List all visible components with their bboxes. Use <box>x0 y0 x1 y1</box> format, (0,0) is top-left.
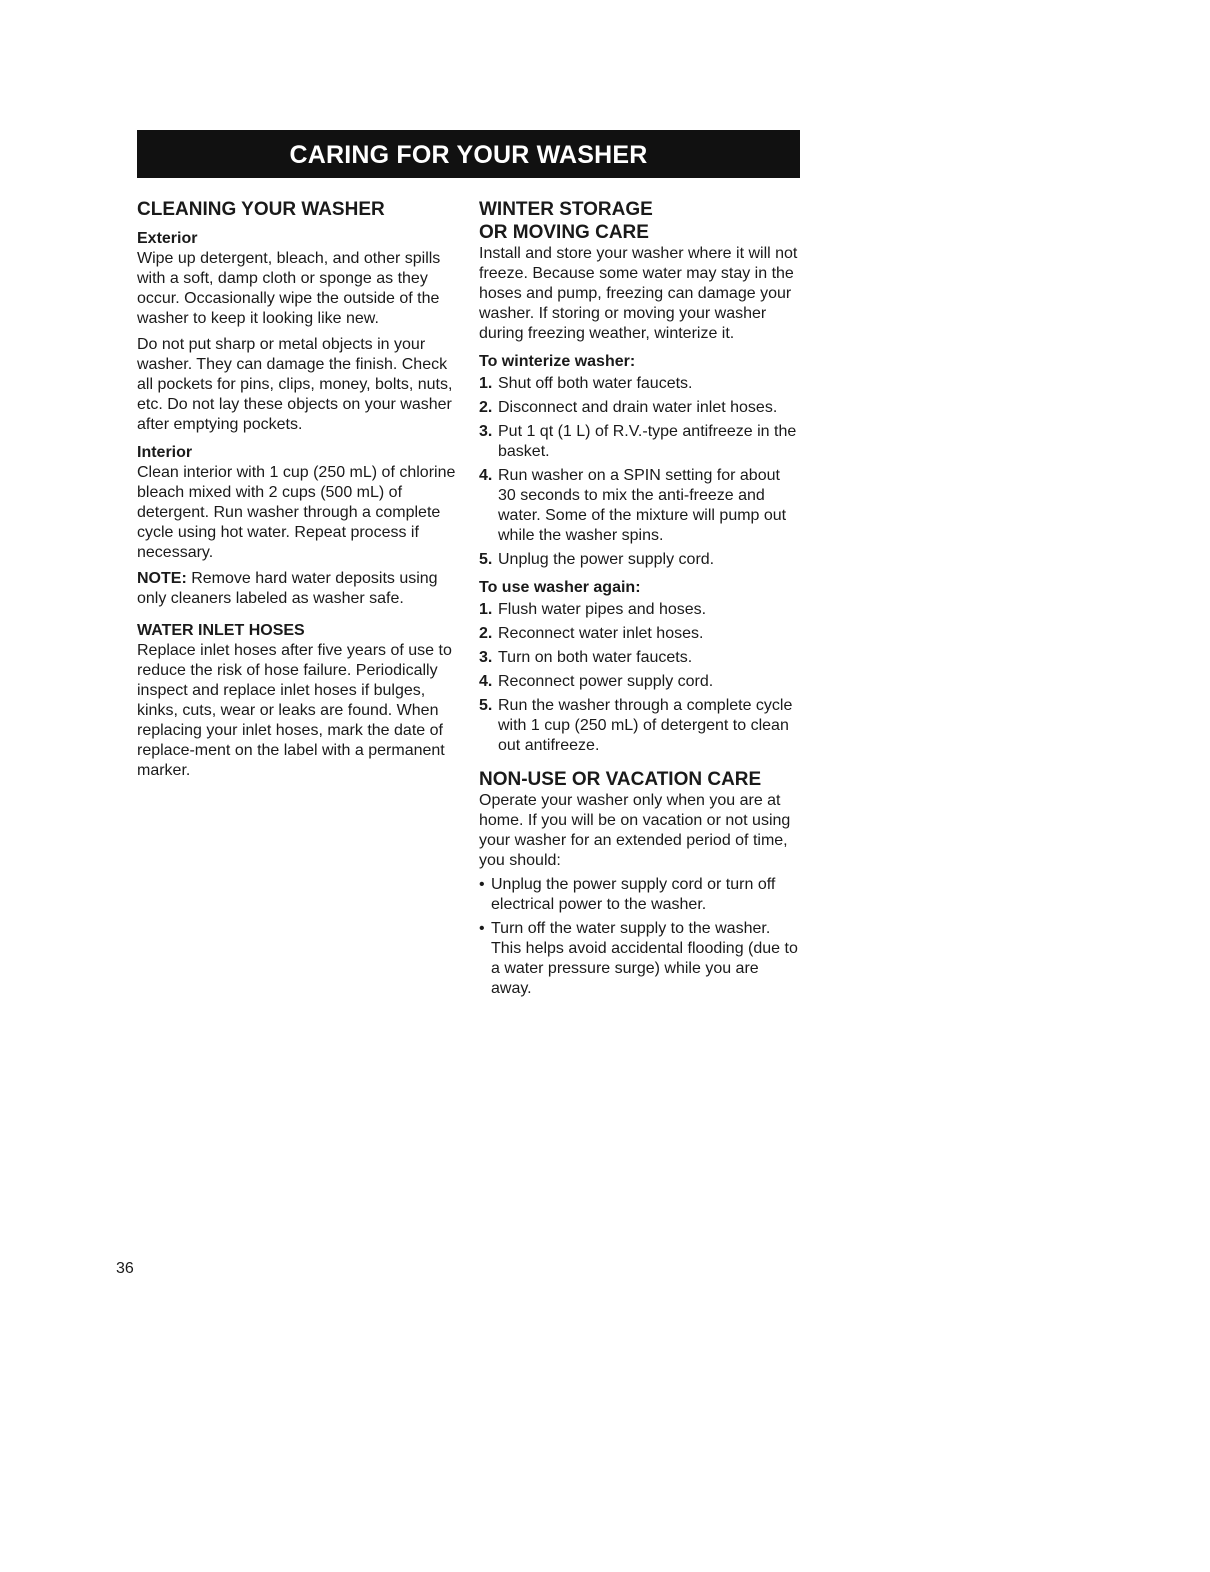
step-text: Put 1 qt (1 L) of R.V.-type antifreeze in the basket. <box>498 423 797 460</box>
step-text: Shut off both water faucets. <box>498 375 693 392</box>
step-number: 2. <box>479 399 493 416</box>
vacation-heading: NON-USE OR VACATION CARE <box>479 769 762 790</box>
step-text: Run the washer through a complete cycle with 1 cup (250 mL) of detergent to clean out antifreeze. <box>498 697 793 754</box>
page-number: 36 <box>116 1260 134 1277</box>
bullet-text: Turn off the water supply to the washer. This helps avoid accidental flooding (due to a water pressure surge) while you are away. <box>491 920 798 997</box>
step-number: 5. <box>479 697 493 714</box>
exterior-heading: Exterior <box>137 230 198 247</box>
interior-paragraph: Clean interior with 1 cup (250 mL) of chlorine bleach mixed with 2 cups (500 mL) of detergent. Run washer through a complete cycle using hot water. Repeat process if necessary. <box>137 464 456 561</box>
list-item <box>479 398 799 418</box>
right-column <box>479 198 799 999</box>
interior-note <box>137 569 462 609</box>
list-item <box>479 875 799 915</box>
winter-heading <box>479 198 799 244</box>
step-number: 2. <box>479 625 493 642</box>
vacation-intro: Operate your washer only when you are at home. If you will be on vacation or not using your washer for an extended period of time, you should: <box>479 792 791 869</box>
list-item <box>479 600 799 620</box>
step-number: 1. <box>479 601 493 618</box>
left-column <box>137 198 462 781</box>
list-item <box>479 696 799 756</box>
vacation-bullets <box>479 875 799 999</box>
step-text: Disconnect and drain water inlet hoses. <box>498 399 778 416</box>
bullet-icon: • <box>479 876 485 893</box>
hoses-heading: WATER INLET HOSES <box>137 622 305 639</box>
step-number: 5. <box>479 551 493 568</box>
step-number: 4. <box>479 673 493 690</box>
bullet-icon: • <box>479 920 485 937</box>
step-text: Turn on both water faucets. <box>498 649 693 666</box>
exterior-paragraph-1: Wipe up detergent, bleach, and other spills with a soft, damp cloth or sponge as they occur. Occasionally wipe the outside of the washer to keep it looking like new. <box>137 250 441 327</box>
list-item <box>479 919 799 999</box>
step-number: 4. <box>479 467 493 484</box>
bullet-text: Unplug the power supply cord or turn off electrical power to the washer. <box>491 876 776 913</box>
list-item <box>479 624 799 644</box>
winter-heading-line-1: WINTER STORAGE <box>479 199 653 220</box>
step-text: Reconnect water inlet hoses. <box>498 625 704 642</box>
page-title-banner: CARING FOR YOUR WASHER <box>137 130 800 178</box>
list-item <box>479 648 799 668</box>
winter-intro: Install and store your washer where it will not freeze. Because some water may stay in the hoses and pump, freezing can damage your washer. If storing or moving your washer during freezing weather, winterize it. <box>479 245 798 342</box>
step-number: 1. <box>479 375 493 392</box>
cleaning-heading: CLEANING YOUR WASHER <box>137 199 385 220</box>
step-text: Flush water pipes and hoses. <box>498 601 707 618</box>
interior-heading: Interior <box>137 444 193 461</box>
note-label: NOTE: <box>137 570 187 587</box>
exterior-paragraph-2: Do not put sharp or metal objects in your washer. They can damage the finish. Check all pockets for pins, clips, money, bolts, nuts, etc. Do not lay these objects on your washer after emptying pockets. <box>137 336 453 433</box>
list-item <box>479 672 799 692</box>
list-item <box>479 550 799 570</box>
hoses-paragraph: Replace inlet hoses after five years of use to reduce the risk of hose failure. Periodically inspect and replace inlet hoses if bulges, kinks, cuts, wear or leaks are found. When replacing your inlet hoses, mark the date of replace-ment on the label with a permanent marker. <box>137 642 452 779</box>
step-text: Unplug the power supply cord. <box>498 551 715 568</box>
use-again-heading: To use washer again: <box>479 579 641 596</box>
step-number: 3. <box>479 423 493 440</box>
winterize-steps <box>479 374 799 570</box>
step-text: Run washer on a SPIN setting for about 30 seconds to mix the anti-freeze and water. Some of the mixture will pump out while the washer spins. <box>498 467 787 544</box>
list-item <box>479 422 799 462</box>
use-again-steps <box>479 600 799 756</box>
step-text: Reconnect power supply cord. <box>498 673 714 690</box>
list-item <box>479 374 799 394</box>
note-text: Remove hard water deposits using only cleaners labeled as washer safe. <box>137 570 438 607</box>
winter-heading-line-2: OR MOVING CARE <box>479 222 649 243</box>
step-number: 3. <box>479 649 493 666</box>
list-item <box>479 466 799 546</box>
winterize-heading: To winterize washer: <box>479 353 636 370</box>
